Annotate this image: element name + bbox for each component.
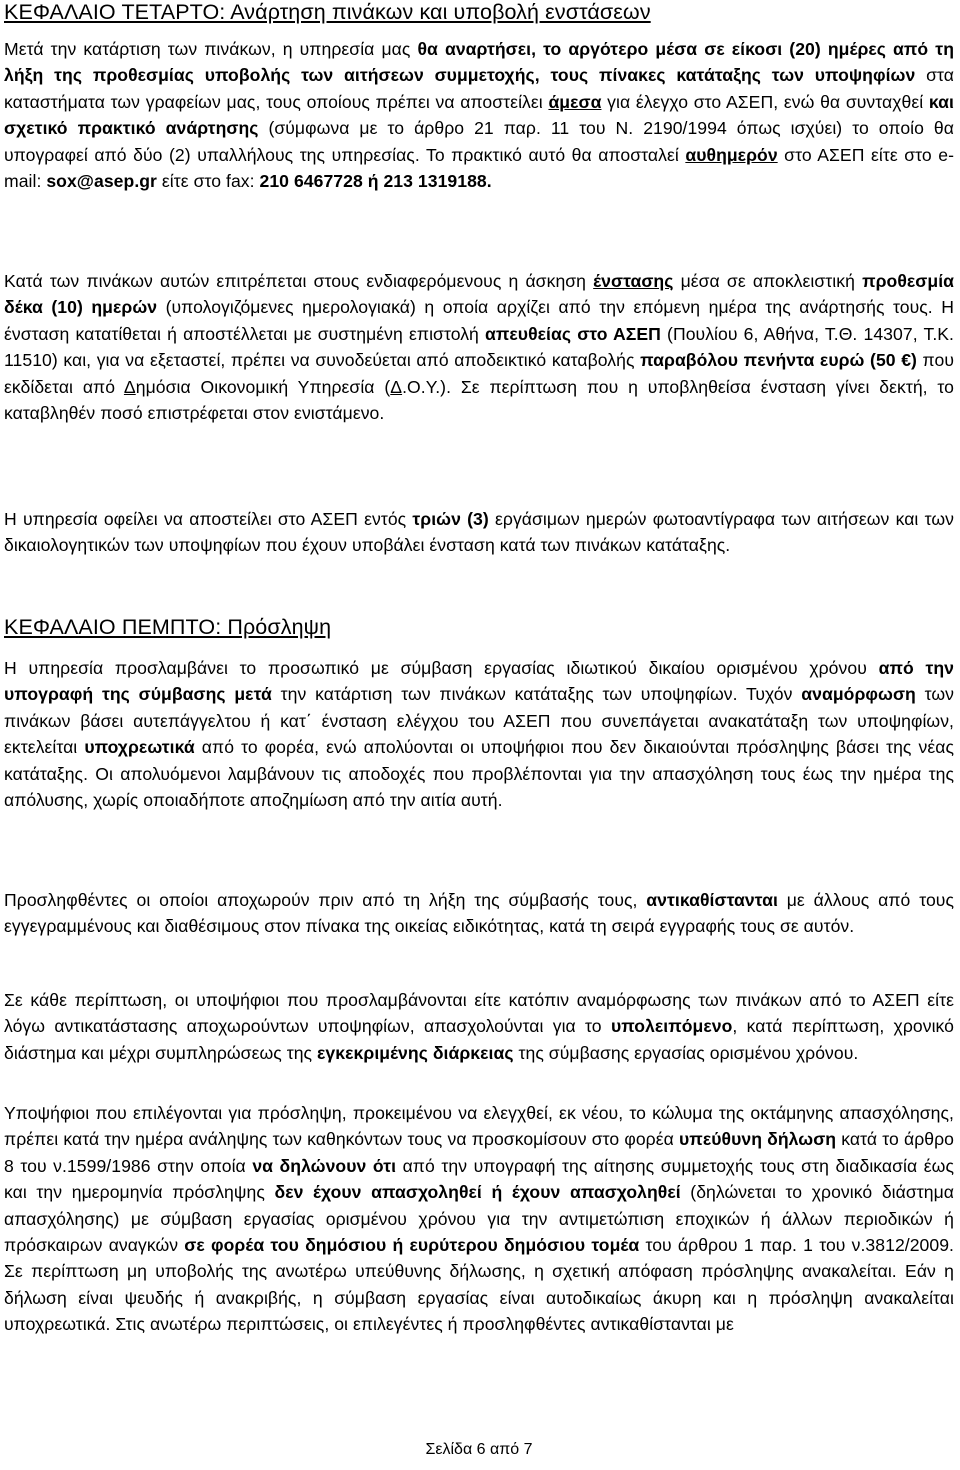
section-5-title: ΚΕΦΑΛΑΙΟ ΠΕΜΠΤΟ: Πρόσληψη — [4, 615, 332, 639]
paragraph-posting: Μετά την κατάρτιση των πινάκων, η υπηρεσία μας θα αναρτήσει, το αργότερο μέσα σε είκοσι (20) ημέρες από τη λήξη της προθεσμίας υποβολής των αιτήσεων συμμετοχής, τους πίνακες κατάταξης των υποψηφίων στα καταστήματα των γραφείων μας, τους οποίους πρέπει να αποστείλει άμεσα για έλεγχο στο ΑΣΕΠ, ενώ θα συνταχθεί και σχετικό πρακτικό ανάρτησης (σύμφωνα με το άρθρο 21 παρ. 11 του Ν. 2190/1994 όπως ισχύει) το οποίο θα υπογραφεί από δύο (2) υπαλλήλους της υπηρεσίας. Το πρακτικό αυτό θα αποσταλεί αυθημερόν στο ΑΣΕΠ είτε στο e-mail: sox@asep.gr είτε στο fax: 210 6467728 ή 213 1319188. — [4, 39, 954, 192]
fax-numbers: 210 6467728 ή 213 1319188. — [259, 171, 492, 192]
page-number-footer: Σελίδα 6 από 7 — [425, 1441, 533, 1458]
section-4-heading — [4, 0, 651, 26]
paragraph-replacement: Προσληφθέντες οι οποίοι αποχωρούν πριν από τη λήξη της σύμβασής τους, αντικαθίστανται με άλλους από τους εγγεγραμμένους και διαθέσιμους στον πίνακα της οικείας ειδικότητας, κατά τη σειρά εγγραφής τους σε αυτόν. — [4, 890, 954, 937]
paragraph-hiring: Η υπηρεσία προσλαμβάνει το προσωπικό με σύμβαση εργασίας ιδιωτικού δικαίου ορισμένου χρόνου από την υπογραφή της σύμβασης μετά την κατάρτιση των πινάκων κατάταξης των υποψηφίων. Τυχόν αναμόρφωση των πινάκων βάσει αυτεπάγγελτου ή κατ΄ ένσταση ελέγχου του ΑΣΕΠ που συνεπάγεται ανακατάταξη των υποψηφίων, εκτελείται υποχρεωτικά από το φορέα, ενώ απολύονται οι υποψήφιοι που δεν δικαιούνται πρόσληψης βάσει της νέας κατάταξης. Οι απολυόμενοι λαμβάνουν τις αποδοχές που προβλέπονται για την απασχόληση τους έως την ημέρα της απόλυσης, χωρίς οποιαδήποτε αποζημίωση από την αιτία αυτή. — [4, 658, 954, 811]
paragraph-objection: Κατά των πινάκων αυτών επιτρέπεται στους ενδιαφερόμενους η άσκηση ένστασης μέσα σε αποκλειστική προθεσμία δέκα (10) ημερών (υπολογιζόμενες ημερολογιακά) η οποία αρχίζει από την επόμενη ημέρα της ανάρτησής τους. Η ένσταση κατατίθεται ή αποστέλλεται με συστημένη επιστολή απευθείας στο ΑΣΕΠ (Πουλίου 6, Αθήνα, Τ.Θ. 14307, Τ.Κ. 11510) και, για να εξεταστεί, πρέπει να συνοδεύεται από αποδεικτικό καταβολής παραβόλου πενήντα ευρώ (50 €) που εκδίδεται από Δημόσια Οικονομική Υπηρεσία (Δ.Ο.Υ.). Σε περίπτωση που η υποβληθείσα ένσταση γίνει δεκτή, το καταβληθέν ποσό επιστρέφεται στον ενιστάμενο. — [4, 271, 955, 424]
paragraph-declaration: Υποψήφιοι που επιλέγονται για πρόσληψη, προκειμένου να ελεγχθεί, εκ νέου, το κώλυμα της οκτάμηνης απασχόλησης, πρέπει κατά την ημέρα ανάληψης των καθηκόντων τους να προσκομίσουν στο φορέα υπεύθυνη δήλωση κατά το άρθρο 8 του ν.1599/1986 στην οποία να δηλώνουν ότι από την υπογραφή της αίτησης συμμετοχής τους στη διαδικασία έως και την ημερομηνία πρόσληψης δεν έχουν απασχοληθεί ή έχουν απασχοληθεί (δηλώνεται το χρονικό διάστημα απασχόλησης) με σύμβαση εργασίας ορισμένου χρόνου για την αντιμετώπιση εποχικών ή άλλων περιοδικών ή πρόσκαιρων αναγκών σε φορέα του δημόσιου ή ευρύτερου δημόσιου τομέα του άρθρου 1 παρ. 1 του ν.3812/2009. Σε περίπτωση μη υποβολής της ανωτέρω υπεύθυνης δήλωσης, η σχετική απόφαση πρόσληψης ανακαλείται. Εάν η δήλωση είναι ψευδής ή ανακριβής, η σύμβαση εργασίας είναι αυτοδικαίως άκυρη και η πρόσληψη ανακαλείται υποχρεωτικά. Στις ανωτέρω περιπτώσεις, οι επιλεγέντες ή προσληφθέντες αντικαθίστανται με — [4, 1103, 954, 1335]
section-4-title: ΚΕΦΑΛΑΙΟ ΤΕΤΑΡΤΟ: Ανάρτηση πινάκων και υποβολή ενστάσεων — [4, 0, 651, 24]
paragraph-remaining-term: Σε κάθε περίπτωση, οι υποψήφιοι που προσλαμβάνονται είτε κατόπιν αναμόρφωσης των πινάκων από το ΑΣΕΠ είτε λόγω αντικατάστασης αποχωρούντων υποψηφίων, απασχολούνται για το υπολειπόμενο, κατά περίπτωση, χρονικό διάστημα και μέχρι συμπληρώσεως της εγκεκριμένης διάρκειας της σύμβασης εργασίας ορισμένου χρόνου. — [4, 990, 954, 1063]
paragraph-forwarding: Η υπηρεσία οφείλει να αποστείλει στο ΑΣΕΠ εντός τριών (3) εργάσιμων ημερών φωτοαντίγραφα των αιτήσεων και των δικαιολογητικών των υποψηφίων που έχουν υποβάλει ένσταση κατά των πινάκων κατάταξης. — [4, 509, 954, 556]
section-5-heading — [4, 613, 331, 641]
email-address: sox@asep.gr — [46, 171, 157, 192]
